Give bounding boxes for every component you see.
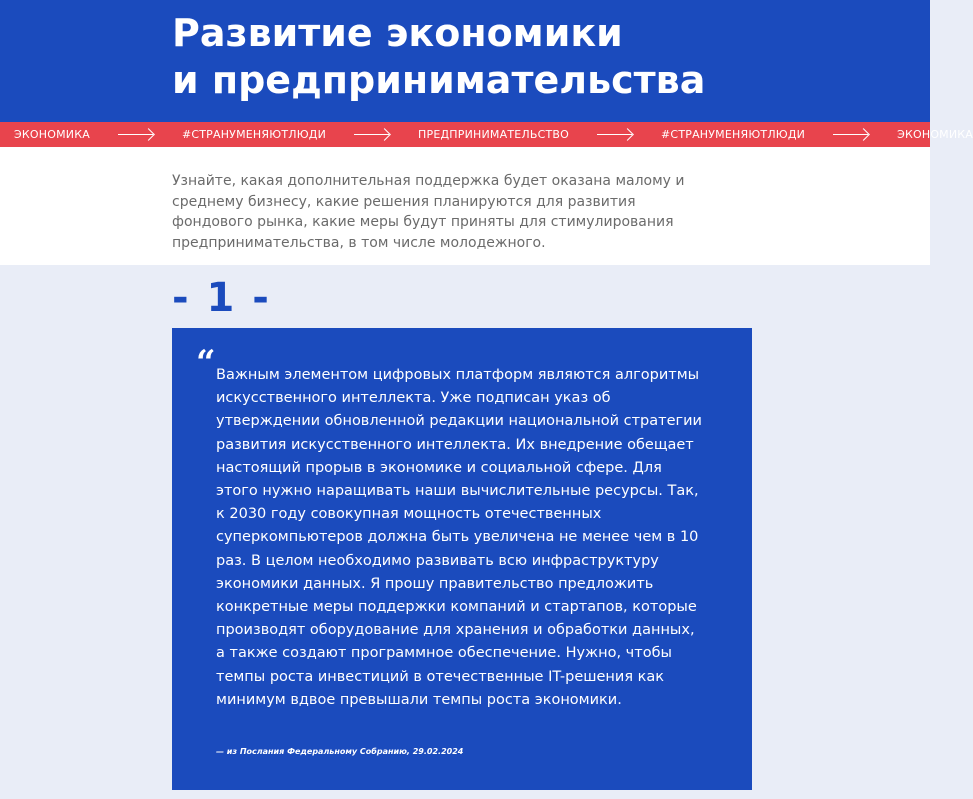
quote-mark-icon: “ [196,343,216,383]
arrow-right-icon [833,129,869,140]
arrow-right-icon [597,129,633,140]
page-title [172,10,912,104]
arrow-right-icon [118,129,154,140]
page-title-line-2: и предпринимательства [172,58,706,102]
tag-stranumenyayutlyudi[interactable]: #СТРАНУМЕНЯЮТЛЮДИ [661,128,806,141]
quote-source: — из Послания Федеральному Собранию, 29.02.2024 [216,747,464,756]
tag-economy[interactable]: ЭКОНОМИКА [897,128,973,141]
quote-text: Важным элементом цифровых платформ являются алгоритмы искусственного интеллекта. Уже подписан указ об утверждении обновленной редакции национальной стратегии развития искусственного интеллекта. Их внедрение обещает настоящий прорыв в экономике и социальной сфере. Для этого нужно наращивать наши вычислительные ресурсы. Так, к 2030 году совокупная мощность отечественных суперкомпьютеров должна быть увеличена не менее чем в 10 раз. В целом необходимо развивать всю инфраструктуру экономики данных. Я прошу правительство предложить конкретные меры поддержки компаний и стартапов, которые производят оборудование для хранения и обработки данных, а также создают программное обеспечение. Нужно, чтобы темпы роста инвестиций в отечественные IT-решения как минимум вдвое превышали темпы роста экономики. [216,367,702,708]
tag-entrepreneurship[interactable]: ПРЕДПРИНИМАТЕЛЬСТВО [418,128,570,141]
ticker-track [14,122,973,147]
tag-stranumenyayutlyudi[interactable]: #СТРАНУМЕНЯЮТЛЮДИ [181,128,327,141]
section-number: - 1 - [172,275,271,321]
intro-text: Узнайте, какая дополнительная поддержка будет оказана малому и среднему бизнесу, какие решения планируются для развития фондового рынка, какие меры будут приняты для стимулирования предпринимательства, в том числе молодежного. [172,173,685,251]
hero-header [0,0,930,122]
tag-economy[interactable]: ЭКОНОМИКА [14,128,90,141]
page-title-line-1: Развитие экономики [172,11,623,55]
intro-section [0,147,930,265]
quote-card [172,328,752,790]
arrow-right-icon [354,129,390,140]
tag-ticker [0,122,973,147]
